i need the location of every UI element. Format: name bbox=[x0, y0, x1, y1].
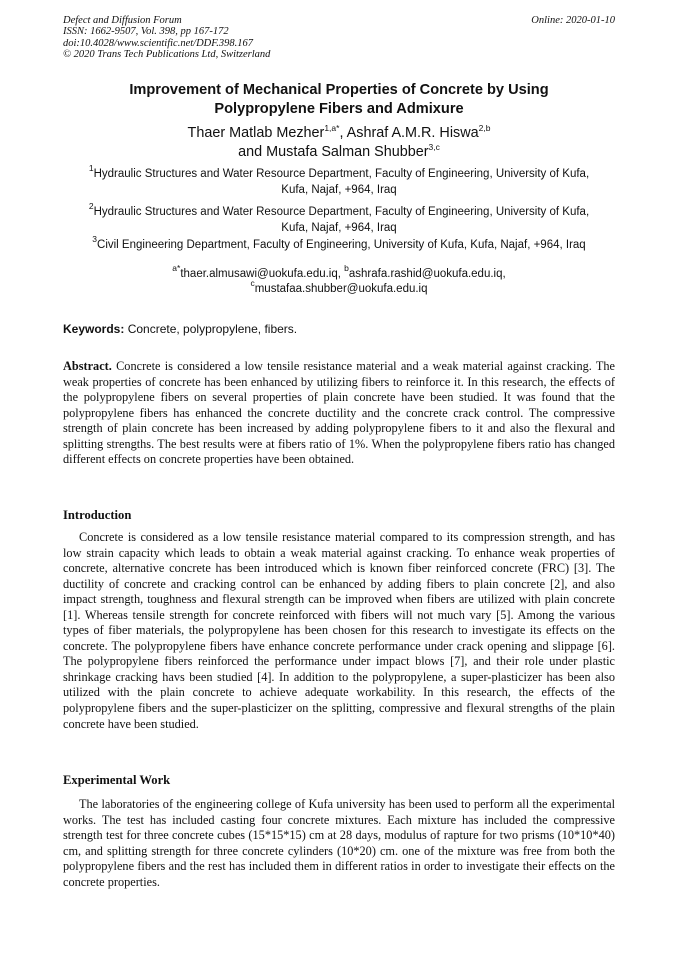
abstract-label: Abstract. bbox=[63, 359, 112, 373]
author-2-name: Ashraf A.M.R. Hiswa bbox=[346, 125, 479, 141]
abstract-paragraph bbox=[63, 359, 615, 468]
email-b-link[interactable]: ashrafa.rashid@uokufa.edu.iq, bbox=[348, 268, 506, 280]
author-separator: , bbox=[339, 125, 347, 141]
title-line-2: Polypropylene Fibers and Admixure bbox=[214, 101, 464, 117]
affiliation-1 bbox=[63, 163, 615, 198]
keywords-text: Concrete, polypropylene, fibers. bbox=[124, 322, 298, 336]
online-date: Online: 2020-01-10 bbox=[531, 15, 615, 26]
email-b-sup: b bbox=[344, 263, 349, 273]
affiliation-2-line-2: Kufa, Najaf, +964, Iraq bbox=[281, 221, 397, 234]
affiliation-3 bbox=[63, 234, 615, 254]
journal-header bbox=[63, 15, 270, 60]
author-list bbox=[63, 124, 615, 162]
title-line-1: Improvement of Mechanical Properties of Concrete by Using bbox=[129, 82, 549, 98]
author-emails bbox=[63, 263, 615, 297]
author-1-sup: 1,a* bbox=[324, 123, 340, 133]
affiliation-2 bbox=[63, 201, 615, 236]
affiliation-3-sup: 3 bbox=[92, 234, 98, 244]
keywords-line bbox=[63, 322, 297, 336]
paper-title bbox=[63, 81, 615, 119]
affiliation-2-sup: 2 bbox=[88, 201, 94, 211]
introduction-heading: Introduction bbox=[63, 508, 132, 522]
affiliation-3-line-1: Civil Engineering Department, Faculty of Engineering, University of Kufa, Kufa, Najaf, +964, Iraq bbox=[97, 239, 586, 251]
journal-name: Defect and Diffusion Forum bbox=[63, 15, 182, 26]
affiliation-2-line-1: Hydraulic Structures and Water Resource Department, Faculty of Engineering, University of Kufa, bbox=[93, 206, 590, 218]
author-2-sup: 2,b bbox=[478, 123, 491, 133]
email-a-link[interactable]: thaer.almusawi@uokufa.edu.iq, bbox=[180, 268, 345, 280]
affiliation-1-sup: 1 bbox=[88, 163, 94, 173]
abstract-text: Concrete is considered a low tensile resistance material and a weak material against cracking. The weak properties of concrete has been enhanced by utilizing fibers to reinforce it. In this research, the effects of the polypropylene fibers on several properties of plain concrete have been studied. It was found that the polypropylene fibers has enhanced the concrete ductility and the concrete crack control. The compressive strength of plain concrete has been increased by adding polypropylene fibers to it and also the flexural and splitting strengths. The best results were at fibers ratio of 1%. When the polypropylene fibers ratio has changed different effects on concrete properties have been obtained. bbox=[63, 359, 615, 467]
affiliation-1-line-2: Kufa, Najaf, +964, Iraq bbox=[281, 183, 397, 196]
keywords-label: Keywords: bbox=[63, 322, 125, 336]
doi-line: doi:10.4028/www.scientific.net/DDF.398.167 bbox=[63, 37, 254, 49]
experimental-paragraph: The laboratories of the engineering college of Kufa university has been used to perform all the experimental works. The test has included casting four concrete mixtures. Each mixture has included the compressive strength test for three concrete cubes (15*15*15) cm at 28 days, modulus of rapture for two prisms (10*10*40) cm, and splitting strength for three concrete cylinders (10*20) cm. one of the mixture was free from both the polypropylene fibers and the rest has included them in different ratios in order to investigate their effects on the concrete properties. bbox=[63, 797, 615, 889]
email-c-link[interactable]: mustafaa.shubber@uokufa.edu.iq bbox=[254, 283, 428, 295]
experimental-heading: Experimental Work bbox=[63, 773, 171, 787]
email-a-sup: a* bbox=[172, 263, 181, 273]
author-1-name: Thaer Matlab Mezher bbox=[187, 125, 325, 141]
issn-line: ISSN: 1662-9507, Vol. 398, pp 167-172 bbox=[63, 26, 229, 38]
author-3-name: Mustafa Salman Shubber bbox=[266, 144, 429, 160]
author-3-sup: 3,c bbox=[428, 142, 440, 152]
email-c-sup: c bbox=[250, 278, 255, 288]
affiliation-1-line-1: Hydraulic Structures and Water Resource Department, Faculty of Engineering, University of Kufa, bbox=[93, 168, 590, 180]
introduction-paragraph: Concrete is considered as a low tensile resistance material compared to its compression strength, and has low strain capacity which leads to obtain a weak material against cracking. To enhance weak properties of concrete, alternative concrete has been introduced which is known fiber reinforced concrete (FRC) [3]. The ductility of concrete and cracking control can be enhanced by adding fibers to plain concrete [2], and also impact strength, toughness and flexural strength can be improved when fibers are utilized with plain concrete [1]. Whereas tensile strength for concrete reinforced with fibers will not much vary [5]. Among the various types of fiber materials, the polypropylene has been chosen for this research to investigate its effects on the concrete. The polypropylene fibers have enhance concrete performance under crack opening and slippage [6]. The polypropylene fibers reinforced the performance under impact blows [7], and their role under plastic shrinkage cracking havs been studied [4]. In addition to the polypropylene, a super-plasticizer has been also utilized with the plain concrete to achieve adequate workability. In this research, the effects of the polypropylene fibers and the super-plasticizer on the splitting, compressive and flexural strengths of the plain concrete have been studied. bbox=[63, 530, 615, 731]
author-and: and bbox=[238, 144, 267, 160]
copyright-line: © 2020 Trans Tech Publications Ltd, Switzerland bbox=[63, 48, 271, 60]
